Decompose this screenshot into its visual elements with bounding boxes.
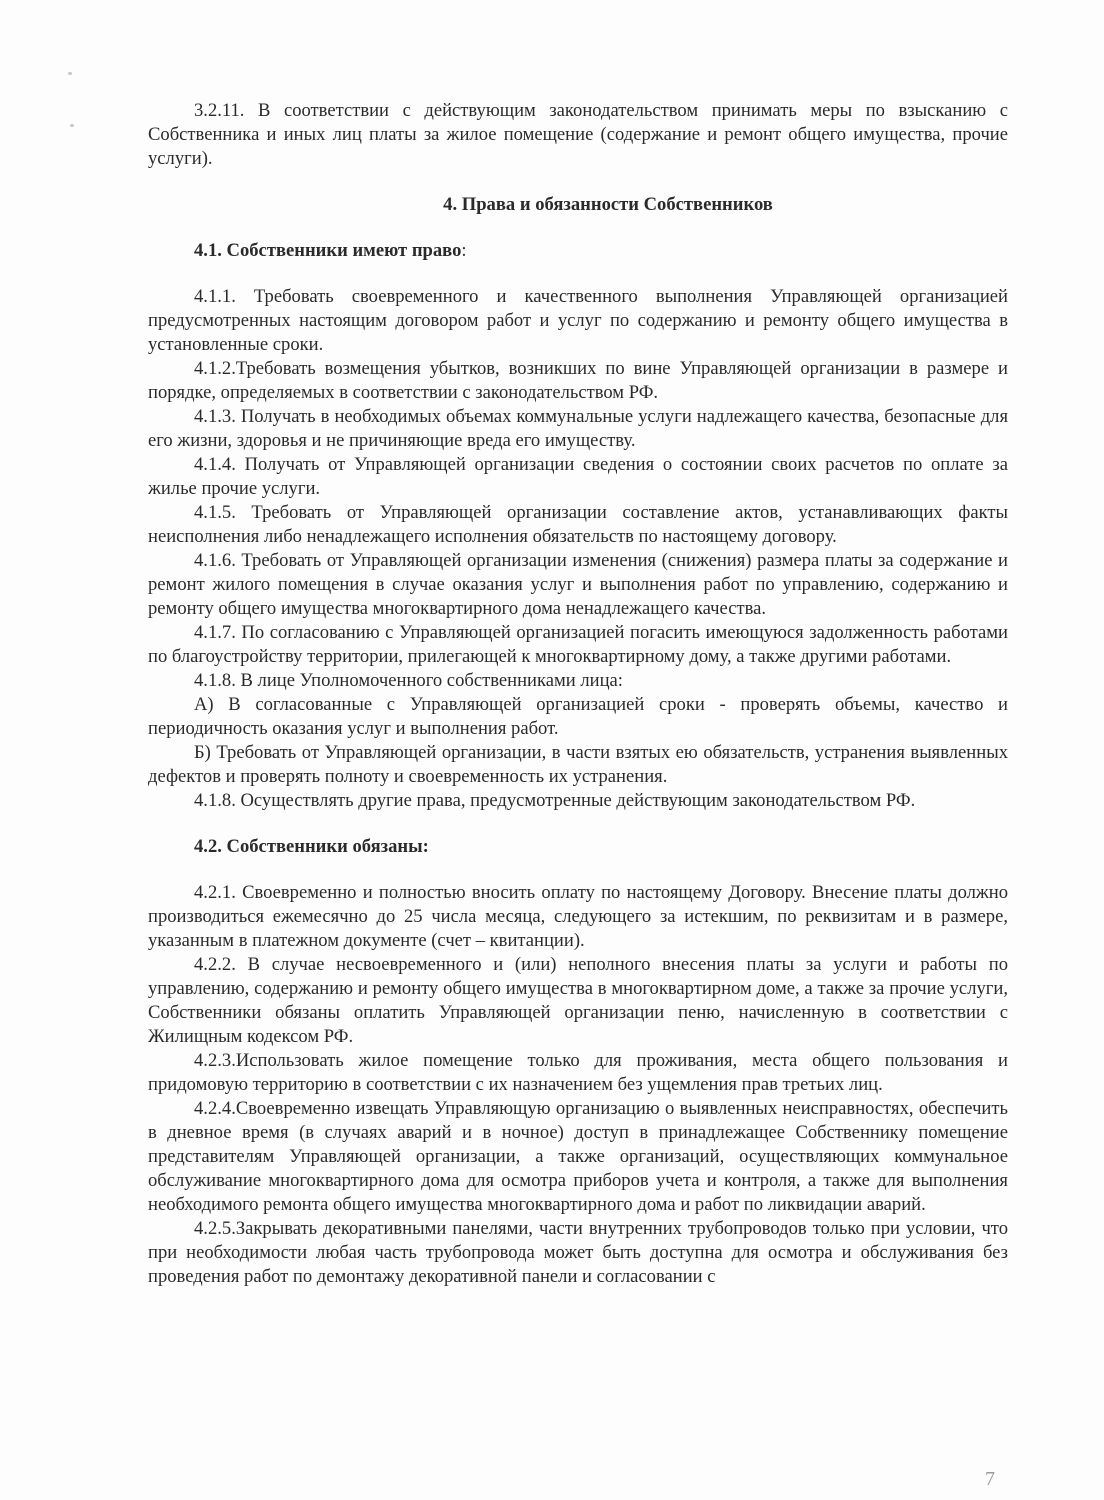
subsection-4-2-heading <box>148 835 1008 859</box>
clause-4-1-1: 4.1.1. Требовать своевременного и качественного выполнения Управляющей организацией предусмотренных настоящим договором работ и услуг по содержанию и ремонту общего имущества в установленные сроки. <box>148 286 1008 355</box>
clause-4-2-2: 4.2.2. В случае несвоевременного и (или) неполного внесения платы за услуги и работы по управлению, содержанию и ремонту общего имущества в многоквартирном доме, а также за прочие услуги, Собственники обязаны оплатить Управляющей организации пеню, начисленную в соответствии с Жилищным кодексом РФ. <box>148 954 1008 1047</box>
section-4-heading: 4. Права и обязанности Собственников <box>443 194 773 215</box>
clause-4-2-1: 4.2.1. Своевременно и полностью вносить оплату по настоящему Договору. Внесение платы должно производиться ежемесячно до 25 числа месяца, следующего за истекшим, по реквизитам и в размере, указанным в платежном документе (счет – квитанции). <box>148 882 1008 951</box>
clause-4-1-8-intro: 4.1.8. В лице Уполномоченного собственниками лица: <box>194 670 623 691</box>
scan-speck <box>70 124 74 127</box>
clause-3-2-11: 3.2.11. В соответствии с действующим законодательством принимать меры по взысканию с Собственника и иных лиц платы за жилое помещение (содержание и ремонт общего имущества, прочие услуги). <box>148 100 1008 169</box>
page-number: 7 <box>985 1468 995 1490</box>
clause-4-1-2: 4.1.2.Требовать возмещения убытков, возникших по вине Управляющей организации в размере и порядке, определяемых в соответствии с законодательством РФ. <box>148 358 1008 403</box>
clause-4-1-6: 4.1.6. Требовать от Управляющей организации изменения (снижения) размера платы за содержание и ремонт жилого помещения в случае оказания услуг и выполнения работ по управлению, содержанию и ремонту общего имущества многоквартирного дома ненадлежащего качества. <box>148 550 1008 619</box>
clause-4-2-3: 4.2.3.Использовать жилое помещение только для проживания, места общего пользования и придомовую территорию в соответствии с их назначением без ущемления прав третьих лиц. <box>148 1050 1008 1095</box>
clause-4-1-7: 4.1.7. По согласованию с Управляющей организацией погасить имеющуюся задолженность работами по благоустройству территории, прилегающей к многоквартирному дому, а также другими работами. <box>148 622 1008 667</box>
clause-4-1-4: 4.1.4. Получать от Управляющей организации сведения о состоянии своих расчетов по оплате за жилье прочие услуги. <box>148 454 1008 499</box>
subsection-4-1-heading <box>148 239 1008 263</box>
subsection-4-2-heading-text: 4.2. Собственники обязаны: <box>194 836 429 857</box>
clause-4-1-5: 4.1.5. Требовать от Управляющей организации составление актов, устанавливающих факты неисполнения либо ненадлежащего исполнения обязательств по настоящему договору. <box>148 502 1008 547</box>
clause-4-2-4: 4.2.4.Своевременно извещать Управляющую организацию о выявленных неисправностях, обеспечить в дневное время (в случаях аварий и в ночное) доступ в принадлежащее Собственнику помещение представителям Управляющей организации, а также организаций, осуществляющих коммунальное обслуживание многоквартирного дома для осмотра приборов учета и контроля, а также для выполнения необходимого ремонта общего имущества многоквартирного дома и работ по ликвидации аварий. <box>148 1098 1008 1215</box>
clause-4-1-8-b: Б) Требовать от Управляющей организации, в части взятых ею обязательств, устранения выявленных дефектов и проверять полноту и своевременность их устранения. <box>148 742 1008 787</box>
subsection-4-1-heading-text: 4.1. Собственники имеют право <box>194 240 462 261</box>
clause-4-1-8-other: 4.1.8. Осуществлять другие права, предусмотренные действующим законодательством РФ. <box>194 790 916 811</box>
clause-4-1-3: 4.1.3. Получать в необходимых объемах коммунальные услуги надлежащего качества, безопасные для его жизни, здоровья и не причиняющие вреда его имуществу. <box>148 406 1008 451</box>
document-body <box>148 99 1008 1289</box>
subsection-4-1-heading-colon: : <box>461 240 467 261</box>
scan-speck <box>68 72 72 75</box>
clause-4-2-5: 4.2.5.Закрывать декоративными панелями, части внутренних трубопроводов только при условии, что при необходимости любая часть трубопровода может быть доступна для осмотра и обслуживания без проведения работ по демонтажу декоративной панели и согласовании с <box>148 1218 1008 1287</box>
clause-4-1-8-a: А) В согласованные с Управляющей организацией сроки - проверять объемы, качество и периодичность оказания услуг и выполнения работ. <box>148 694 1008 739</box>
